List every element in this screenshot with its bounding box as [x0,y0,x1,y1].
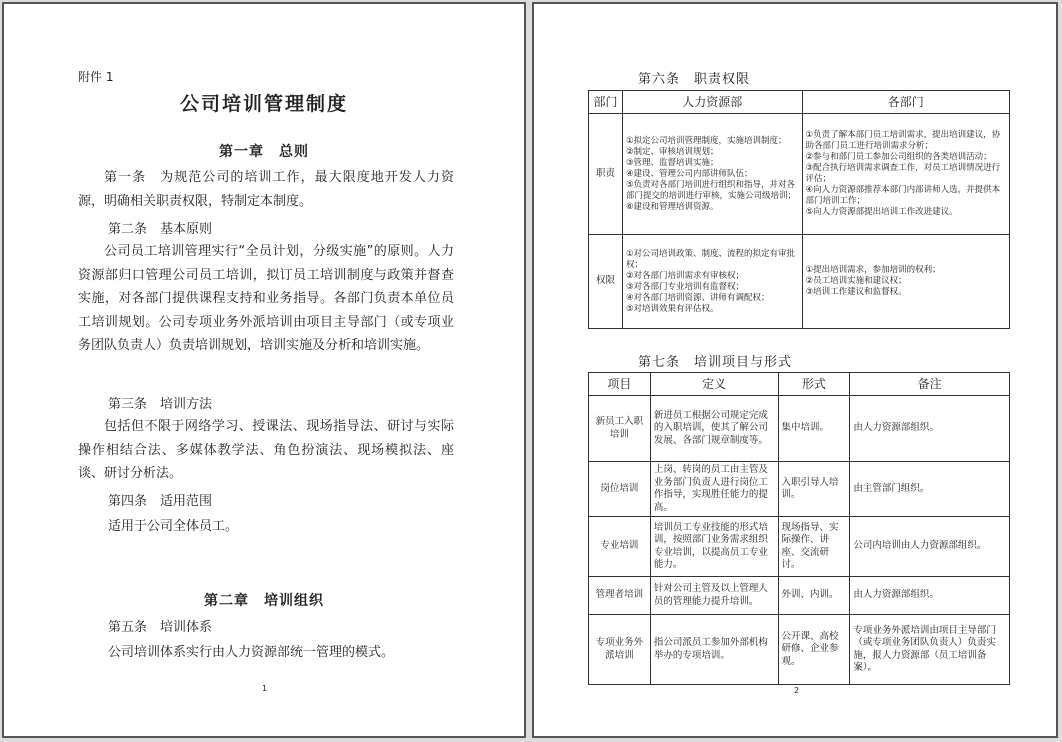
table2-header-definition: 定义 [650,373,778,396]
article-7-heading: 第七条 培训项目与形式 [638,355,793,370]
article-4-heading: 第四条 适用范围 [108,494,213,509]
table-row [589,517,1010,577]
table2-header-project: 项目 [589,373,651,396]
table1-header-departments: 各部门 [802,91,1010,114]
article-1-text: 第一条 为规范公司的培训工作，最大限度地开发人力资源，明确相关职责权限，特制定本制度。 [78,170,454,209]
document-title: 公司培训管理制度 [179,93,348,115]
table2-cell: 专项业务外派培训由项目主导部门（或专项业务团队负责人）负责实施，报人力资源部（员工培训备案）。 [850,615,1010,685]
training-project-table [588,372,1010,685]
article-6-heading: 第六条 职责权限 [638,72,751,87]
responsibility-table [588,90,1010,329]
table1-row-label: 职责 [589,114,623,235]
table2-header-remark: 备注 [850,373,1010,396]
table1-row-label: 权限 [589,235,623,329]
table-row [589,577,1010,615]
table2-cell: 指公司派员工参加外部机构举办的专项培训。 [650,615,778,685]
table1-cell: ①拟定公司培训管理制度，实施培训制度； ②制定、审核培训规划； ③管理、监督培训实施； ④建设、管理公司内部讲师队伍； ⑤负责对各部门培训进行组织和指导，并对各部门提交的培训进行审核，实施公司级培训； ⑥建设和管理培训资源。 [622,114,802,235]
table2-cell: 专业培训 [589,517,651,577]
page-number-2: 2 [794,686,800,695]
table2-cell: 岗位培训 [589,462,651,517]
table2-cell: 由主管部门组织。 [850,462,1010,517]
table2-cell: 培训员工专业技能的形式培训，按照部门业务需求组织专业培训，以提高员工专业能力。 [650,517,778,577]
article-2-text: 公司员工培训管理实行“全员计划，分级实施”的原则。人力资源部归口管理公司员工培训，拟订员工培训制度与政策并督查实施，对各部门提供课程支持和业务指导。各部门负责本单位员工培训规划。公司专项业务外派培训由项目主导部门（或专项业务团队负责人）负责培训规划，培训实施及分析和培训实施。 [78,244,454,353]
attachment-label: 附件 1 [78,70,114,84]
table2-cell: 由人力资源部组织。 [850,396,1010,462]
article-4-text: 适用于公司全体员工。 [108,519,239,534]
table2-header-form: 形式 [778,373,850,396]
table2-cell: 上岗、转岗的员工由主管及业务部门负责人进行岗位工作指导，实现胜任能力的提高。 [650,462,778,517]
chapter-1-heading: 第一章 总则 [219,144,309,160]
table1-cell: ①负责了解本部门员工培训需求，提出培训建议，协助各部门员工进行培训需求分析； ②参与和部门员工参加公司组织的各类培训活动； ③配合执行培训需求调查工作，对员工培训情况进行评估； ④向人力资源部推荐本部门内部讲师人选，并提供本部门培训工作； ⑤向人力资源部提出培训工作改进建议。 [802,114,1010,235]
article-2-heading: 第二条 基本原则 [108,222,213,237]
article-3-heading: 第三条 培训方法 [108,397,213,412]
table1-cell: ①对公司培训政策、制度、流程的拟定有审批权； ②对各部门培训需求有审核权； ③对各部门专业培训有监督权； ④对各部门培训资源、讲师有调配权； ⑤对培训效果有评估权。 [622,235,802,329]
table1-cell: ①提出培训需求，参加培训的权利； ②员工培训实施和建议权； ③培训工作建议和监督权。 [802,235,1010,329]
article-3-text: 包括但不限于网络学习、授课法、现场指导法、研讨与实际操作相结合法、多媒体教学法、角色扮演法、现场模拟法、座谈、研讨分析法。 [78,419,454,481]
table2-cell: 新进员工根据公司规定完成的入职培训，使其了解公司发展、各部门规章制度等。 [650,396,778,462]
chapter-2-heading: 第二章 培训组织 [204,593,324,609]
table1-header-dept: 部门 [589,91,623,114]
table2-cell: 专项业务外派培训 [589,615,651,685]
table2-cell: 集中培训。 [778,396,850,462]
table2-cell: 现场指导、实际操作、讲座、交流研讨。 [778,517,850,577]
table-row [589,615,1010,685]
article-5-text: 公司培训体系实行由人力资源部统一管理的模式。 [108,645,395,660]
article-5-heading: 第五条 培训体系 [108,620,213,635]
table1-header-hr: 人力资源部 [622,91,802,114]
table2-cell: 新员工入职培训 [589,396,651,462]
table-row [589,396,1010,462]
table2-cell: 由人力资源部组织。 [850,577,1010,615]
document-page-2 [532,2,1058,738]
document-page-1 [2,2,526,738]
table2-cell: 管理者培训 [589,577,651,615]
page-number-1: 1 [262,684,268,693]
table2-cell: 针对公司主管及以上管理人员的管理能力提升培训。 [650,577,778,615]
table2-cell: 公司内培训由人力资源部组织。 [850,517,1010,577]
table-row [589,462,1010,517]
table2-cell: 外训、内训。 [778,577,850,615]
table2-cell: 入职引导人培训。 [778,462,850,517]
table2-cell: 公开课、高校研修、企业参观。 [778,615,850,685]
